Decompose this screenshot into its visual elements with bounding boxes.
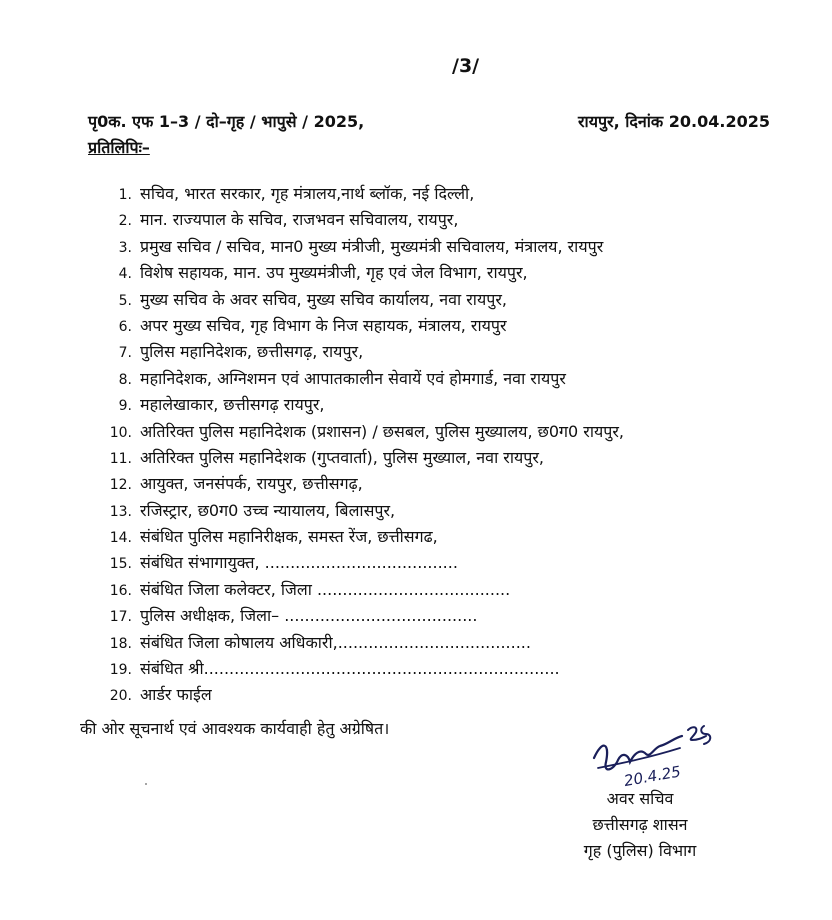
list-item	[100, 393, 624, 419]
list-item	[100, 340, 624, 366]
list-item	[100, 446, 624, 472]
list-item	[100, 208, 624, 234]
list-item	[100, 578, 624, 604]
recipient-list	[100, 182, 624, 710]
reference-number: पृ0क. एफ 1–3 / दो–गृह / भापुसे / 2025,	[88, 112, 365, 131]
item-text: संबंधित संभागायुक्त, ......................................	[140, 553, 458, 573]
item-number: 16.	[109, 582, 132, 599]
item-number: 12.	[109, 477, 132, 494]
signatory-block	[560, 786, 720, 864]
item-text: पुलिस महानिदेशक, छत्तीसगढ़, रायपुर,	[140, 342, 364, 362]
item-text: सचिव, भारत सरकार, गृह मंत्रालय,नार्थ ब्लॉक, नई दिल्ली,	[140, 184, 475, 203]
list-item	[100, 657, 624, 683]
item-number: 19.	[109, 662, 132, 679]
list-item	[100, 604, 624, 630]
item-number: 20.	[109, 688, 132, 705]
list-item	[100, 420, 624, 446]
item-number: 2.	[118, 213, 132, 230]
item-number: 15.	[109, 556, 132, 573]
item-number: 8.	[118, 371, 132, 388]
item-text: मान. राज्यपाल के सचिव, राजभवन सचिवालय, रायपुर,	[140, 210, 459, 230]
item-number: 6.	[118, 318, 132, 335]
item-number: 7.	[118, 345, 132, 362]
item-text: संबंधित पुलिस महानिरीक्षक, समस्त रेंज, छत्तीसगढ,	[140, 527, 438, 547]
item-text: अपर मुख्य सचिव, गृह विभाग के निज सहायक, मंत्रालय, रायपुर	[140, 315, 507, 335]
item-number: 11.	[109, 450, 132, 467]
list-item	[100, 288, 624, 314]
item-text: अतिरिक्त पुलिस महानिदेशक (प्रशासन) / छसबल, पुलिस मुख्यालय, छ0ग0 रायपुर,	[140, 421, 624, 441]
list-item	[100, 525, 624, 551]
item-text: संबंधित जिला कोषालय अधिकारी,......................................	[140, 632, 531, 652]
signatory-government: छत्तीसगढ़ शासन	[592, 815, 688, 834]
item-text: संबंधित जिला कलेक्टर, जिला ......................................	[140, 579, 511, 599]
closing-line: की ओर सूचनार्थ एवं आवश्यक कार्यवाही हेतु अग्रेषित।	[80, 719, 390, 738]
item-text: संबंधित श्री......................................................................	[140, 659, 560, 679]
list-item	[100, 683, 624, 709]
list-item	[100, 631, 624, 657]
list-item	[100, 261, 624, 287]
handwritten-signature	[588, 718, 718, 790]
item-number: 10.	[109, 424, 132, 441]
item-text: विशेष सहायक, मान. उप मुख्यमंत्रीजी, गृह एवं जेल विभाग, रायपुर,	[140, 263, 528, 283]
item-text: अतिरिक्त पुलिस महानिदेशक (गुप्तवार्ता), पुलिस मुख्याल, नवा रायपुर,	[140, 447, 544, 467]
list-item	[100, 472, 624, 498]
item-number: 14.	[109, 530, 132, 547]
item-number: 9.	[118, 398, 132, 415]
item-number: 4.	[118, 266, 132, 283]
item-number: 18.	[109, 635, 132, 652]
place-date: रायपुर, दिनांक 20.04.2025	[578, 112, 770, 131]
copy-to-label: प्रतिलिपिः–	[88, 138, 150, 157]
item-number: 1.	[118, 187, 132, 203]
item-number: 5.	[118, 292, 132, 309]
item-number: 13.	[109, 503, 132, 520]
item-text: महानिदेशक, अग्निशमन एवं आपातकालीन सेवायें एवं होमगार्ड, नवा रायपुर	[140, 368, 566, 388]
page-number: /3/	[452, 55, 480, 77]
item-text: आर्डर फाईल	[140, 685, 212, 705]
list-item	[100, 499, 624, 525]
item-text: महालेखाकार, छत्तीसगढ़ रायपुर,	[140, 395, 325, 415]
item-text: रजिस्ट्रार, छ0ग0 उच्च न्यायालय, बिलासपुर,	[140, 500, 396, 520]
item-text: आयुक्त, जनसंपर्क, रायपुर, छत्तीसगढ़,	[140, 474, 363, 494]
scan-speck	[145, 783, 147, 785]
item-number: 17.	[109, 609, 132, 626]
list-item	[100, 314, 624, 340]
item-text: मुख्य सचिव के अवर सचिव, मुख्य सचिव कार्यालय, नवा रायपुर,	[140, 289, 507, 309]
list-item	[100, 235, 624, 261]
signatory-designation: अवर सचिव	[606, 789, 674, 808]
item-text: पुलिस अधीक्षक, जिला– ......................................	[140, 606, 478, 626]
signatory-department: गृह (पुलिस) विभाग	[583, 841, 697, 860]
list-item	[100, 551, 624, 577]
item-text: प्रमुख सचिव / सचिव, मान0 मुख्य मंत्रीजी, मुख्यमंत्री सचिवालय, मंत्रालय, रायपुर	[140, 236, 604, 256]
list-item	[100, 367, 624, 393]
svg-text:20.4.25: 20.4.25	[622, 762, 683, 790]
list-item	[100, 182, 624, 208]
item-number: 3.	[118, 239, 132, 256]
